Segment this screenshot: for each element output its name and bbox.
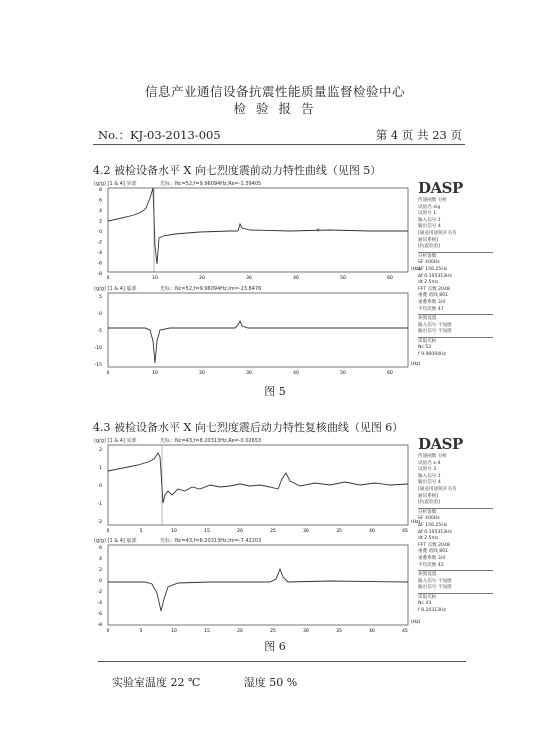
y-tick: 6: [99, 546, 102, 551]
panel-row: Nc 52: [418, 345, 432, 351]
y-tick: -8: [97, 623, 102, 628]
x-tick: 10: [152, 371, 158, 376]
x-tick: 0: [106, 629, 110, 634]
footer: [112, 674, 337, 690]
plot-cursor: 光标：Nc=52,f=9.96094Hz,Re=-1.39405: [160, 181, 262, 187]
x-tick: 20: [199, 371, 205, 376]
panel-row: 重叠系数 3/4: [418, 299, 446, 305]
y-tick: -6: [97, 261, 102, 267]
y-tick: -2: [97, 590, 102, 595]
y-tick: 2: [99, 448, 102, 453]
dasp-panel-1: [418, 180, 493, 359]
panel-row: 传递函数 分析: [418, 454, 448, 459]
lab-humidity: 湿度 50 %: [243, 676, 298, 689]
panel-row: 输出信号 4: [418, 480, 441, 486]
x-ticks: [107, 370, 393, 376]
x-tick: 40: [293, 276, 299, 281]
panel-row: 试验名 eig: [418, 204, 441, 210]
panel-row: 平均次数 43: [418, 562, 444, 568]
panel-row: 传递函数 分析: [418, 198, 448, 203]
dasp-logo: DASP: [418, 179, 463, 197]
x-tick: 10: [152, 276, 158, 281]
x-tick: 50: [340, 371, 346, 376]
figure-caption-6: 图 6: [264, 640, 286, 653]
curve-imag: [108, 321, 408, 363]
x-tick: 35: [336, 529, 342, 534]
y-tick: -2: [97, 520, 102, 525]
plot-real-1: [90, 176, 421, 281]
x-unit: (Hz): [411, 520, 421, 525]
x-unit: (Hz): [411, 267, 421, 272]
y-tick: -15: [94, 363, 102, 368]
y-tick: 0: [99, 312, 102, 317]
x-tick: 40: [369, 529, 375, 534]
panel-row: 输出信号 4: [418, 224, 441, 230]
x-unit: (Hz): [411, 362, 421, 367]
panel-row: SF 400Hz: [418, 516, 440, 522]
y-tick: 0: [99, 484, 102, 489]
panel-row: 输入信号 1: [418, 473, 441, 479]
panel-row: 输入信号 1: [418, 217, 441, 223]
panel-section-title: 分析参数: [418, 509, 437, 515]
plot-cursor: 光标：Nc=43,f=8.20313Hz,Re=-0.02653: [160, 438, 262, 444]
panel-section-title: 加窗设置: [418, 572, 437, 578]
panel-row: 输入信号 不加窗: [418, 322, 452, 328]
x-tick: 60: [387, 371, 393, 376]
x-tick: 40: [369, 629, 375, 634]
y-tick: -6: [97, 612, 102, 617]
plot-label: (g/g) [1 & 4] 实部: [94, 438, 137, 444]
x-tick: 30: [246, 371, 252, 376]
plot-imag-2: [90, 533, 421, 634]
x-tick: 0: [106, 529, 110, 534]
y-ticks: [98, 187, 103, 277]
x-tick: 30: [303, 629, 309, 634]
panel-row: f 8.20313Hz: [418, 608, 446, 614]
panel-row: [抗震检验]: [418, 500, 440, 506]
dasp-logo: DASP: [418, 435, 463, 453]
header-rule: [93, 144, 465, 145]
y-tick: -1: [97, 502, 102, 507]
curve-real: [108, 453, 408, 503]
panel-section-title: 读取光标: [418, 338, 437, 344]
y-tick: -2: [97, 240, 102, 246]
y-tick: 0: [99, 230, 102, 235]
y-tick: 2: [99, 568, 102, 573]
x-ticks: [107, 628, 408, 634]
y-tick: 6: [99, 198, 102, 204]
plot-imag-1: [90, 281, 421, 376]
panel-row: 重叠 谱线 801: [418, 293, 449, 299]
panel-row: 重叠 谱线 801: [418, 549, 449, 555]
lab-temperature: 实验室温度 22 ℃: [112, 676, 201, 689]
x-tick: 25: [270, 629, 276, 634]
panel-row: FFT 点数 2048: [418, 542, 450, 548]
y-tick: -10: [94, 346, 102, 351]
y-tick: 8: [99, 188, 102, 193]
panel-row: Δf 0.195313Hz: [418, 529, 453, 535]
report-title: 检 验 报 告: [233, 101, 317, 116]
plot-label: (g/g) [1 & 4] 虚部: [94, 538, 137, 544]
x-tick: 50: [340, 276, 346, 281]
x-tick: 30: [303, 529, 309, 534]
x-tick: 20: [199, 276, 205, 281]
y-tick: 0: [99, 579, 102, 584]
x-tick: 0: [106, 276, 110, 281]
y-tick: 5: [99, 295, 102, 300]
panel-row: 试验号 1: [418, 211, 437, 217]
y-tick: -4: [97, 601, 102, 606]
curve-imag: [108, 569, 408, 611]
x-tick: 10: [171, 529, 177, 534]
panel-row: [通道用途频开关有: [418, 486, 457, 492]
plot-frame: [108, 293, 408, 367]
panel-row: Nc 43: [418, 601, 432, 607]
page-info: 第 4 页 共 23 页: [375, 128, 462, 142]
plot-label: (g/g) [1 & 4] 实部: [94, 181, 137, 187]
y-tick: -8: [97, 272, 102, 277]
y-ticks: [95, 294, 102, 368]
panel-section-title: 读取光标: [418, 594, 437, 600]
plot-label: (g/g) [1 & 4] 虚部: [94, 286, 137, 292]
panel-row: 通讯系统]: [418, 493, 439, 499]
panel-row: ΔF 156.25Hz: [418, 266, 448, 272]
y-tick: -4: [97, 251, 102, 256]
x-tick: 15: [204, 529, 210, 534]
x-tick: 5: [139, 629, 143, 634]
panel-row: 试验号 3: [418, 467, 437, 473]
panel-row: 输入信号 不加窗: [418, 578, 452, 584]
x-tick: 35: [336, 629, 342, 634]
panel-row: 平均次数 47: [418, 306, 444, 312]
x-unit: (Hz): [411, 620, 421, 625]
section-heading-2: 4.3 被检设备水平 X 向七烈度震后动力特性复核曲线（见图 6）: [93, 421, 404, 434]
x-tick: 20: [237, 629, 243, 634]
panel-row: SF 400Hz: [418, 260, 440, 266]
plot-cursor: 光标：Nc=43,f=8.20313Hz,Im=-7.42203: [160, 538, 262, 544]
y-tick: -5: [97, 329, 102, 334]
x-tick: 0: [106, 371, 110, 376]
panel-row: 试验名 x-4: [418, 460, 441, 466]
curve-real: [108, 188, 408, 264]
panel-row: Δf 0.195313Hz: [418, 273, 453, 279]
x-tick: 45: [402, 629, 408, 634]
panel-row: f 9.96094Hz: [418, 352, 446, 358]
panel-row: [通道用途频开关有: [418, 230, 457, 236]
panel-row: 输出信号 不加窗: [418, 329, 452, 335]
footer-rule: [98, 661, 466, 662]
panel-row: dt 2.5ms: [418, 280, 439, 286]
x-tick: 5: [139, 529, 143, 534]
panel-row: 输出信号 不加窗: [418, 585, 452, 591]
doc-number: No.：KJ-03-2013-005: [98, 128, 221, 142]
x-tick: 45: [402, 529, 408, 534]
x-tick: 15: [204, 629, 210, 634]
panel-section-title: 分析参数: [418, 253, 437, 259]
plot-cursor: 光标：Nc=52,f=9.96094Hz,Im=-13.8476: [160, 286, 262, 292]
section-heading-1: 4.2 被检设备水平 X 向七烈度震前动力特性曲线（见图 5）: [93, 164, 382, 177]
curve-marker: [317, 229, 320, 232]
x-tick: 20: [237, 529, 243, 534]
x-tick: 60: [387, 276, 393, 281]
y-ticks: [98, 545, 103, 628]
x-tick: 30: [246, 276, 252, 281]
panel-section-title: 加窗设置: [418, 316, 437, 322]
panel-row: [抗震检验]: [418, 244, 440, 250]
panel-row: FFT 点数 2048: [418, 286, 450, 292]
report-org: 信息产业通信设备抗震性能质量监督检验中心: [144, 84, 405, 99]
y-tick: 4: [99, 557, 102, 562]
panel-row: 通讯系统]: [418, 237, 439, 243]
y-ticks: [98, 447, 103, 525]
y-tick: 1: [99, 466, 102, 471]
x-tick: 40: [293, 371, 299, 376]
panel-row: ΔF 156.25Hz: [418, 522, 448, 528]
x-tick: 10: [171, 629, 177, 634]
y-tick: 4: [99, 209, 102, 214]
x-tick: 25: [270, 529, 276, 534]
figure-caption-5: 图 5: [264, 385, 286, 398]
y-tick: 2: [99, 219, 102, 225]
dasp-panel-2: [418, 436, 493, 615]
panel-row: 重叠系数 3/4: [418, 555, 446, 561]
panel-row: dt 2.5ms: [418, 536, 439, 542]
plot-real-2: [90, 433, 421, 534]
